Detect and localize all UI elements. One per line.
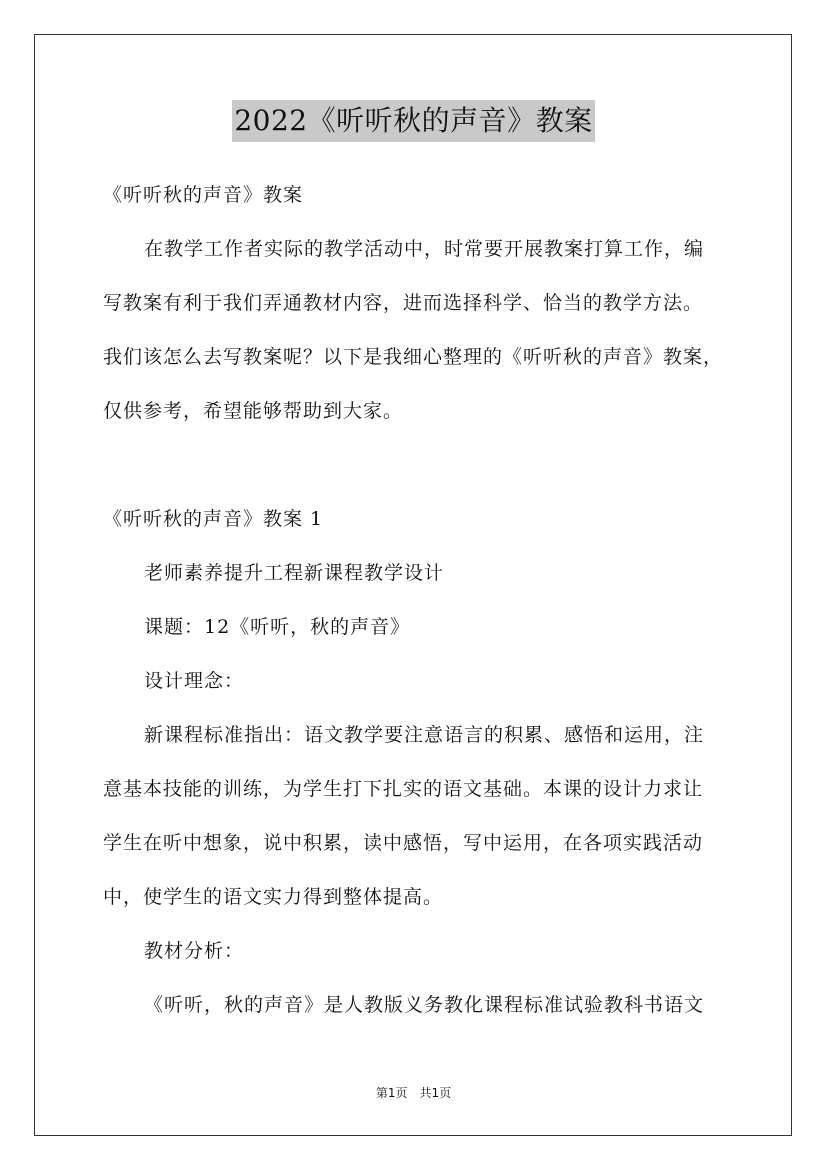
paragraph-line: 我们该怎么去写教案呢？以下是我细心整理的《听听秋的声音》教案， xyxy=(103,346,724,368)
section-heading: 《听听秋的声音》教案 xyxy=(103,184,304,206)
paragraph-line: 新课程标准指出：语文教学要注意语言的积累、感悟和运用，注 xyxy=(144,724,705,746)
paragraph-line: 老师素养提升工程新课程教学设计 xyxy=(144,562,445,584)
paragraph-line: 学生在听中想象，说中积累，读中感悟，写中运用，在各项实践活动 xyxy=(103,832,704,854)
paragraph-line: 课题：12《听听，秋的声音》 xyxy=(144,616,411,638)
document-title: 2022《听听秋的声音》教案 xyxy=(232,100,594,142)
paragraph-line: 写教案有利于我们弄通教材内容，进而选择科学、恰当的教学方法。 xyxy=(103,292,704,314)
paragraph-line: 设计理念： xyxy=(144,670,245,692)
title-container xyxy=(0,100,827,142)
section-heading: 《听听秋的声音》教案 1 xyxy=(103,508,324,530)
paragraph-line: 在教学工作者实际的教学活动中，时常要开展教案打算工作，编 xyxy=(144,238,705,260)
paragraph-line: 仅供参考，希望能够帮助到大家。 xyxy=(103,400,404,422)
paragraph-line: 教材分析： xyxy=(144,940,245,962)
paragraph-line: 中，使学生的语文实力得到整体提高。 xyxy=(103,886,444,908)
paragraph-line: 意基本技能的训练，为学生打下扎实的语文基础。本课的设计力求让 xyxy=(103,778,704,800)
page-footer: 第1页 共1页 xyxy=(375,1086,452,1100)
paragraph-line: 《听听，秋的声音》是人教版义务教化课程标准试验教科书语文 xyxy=(144,994,705,1016)
